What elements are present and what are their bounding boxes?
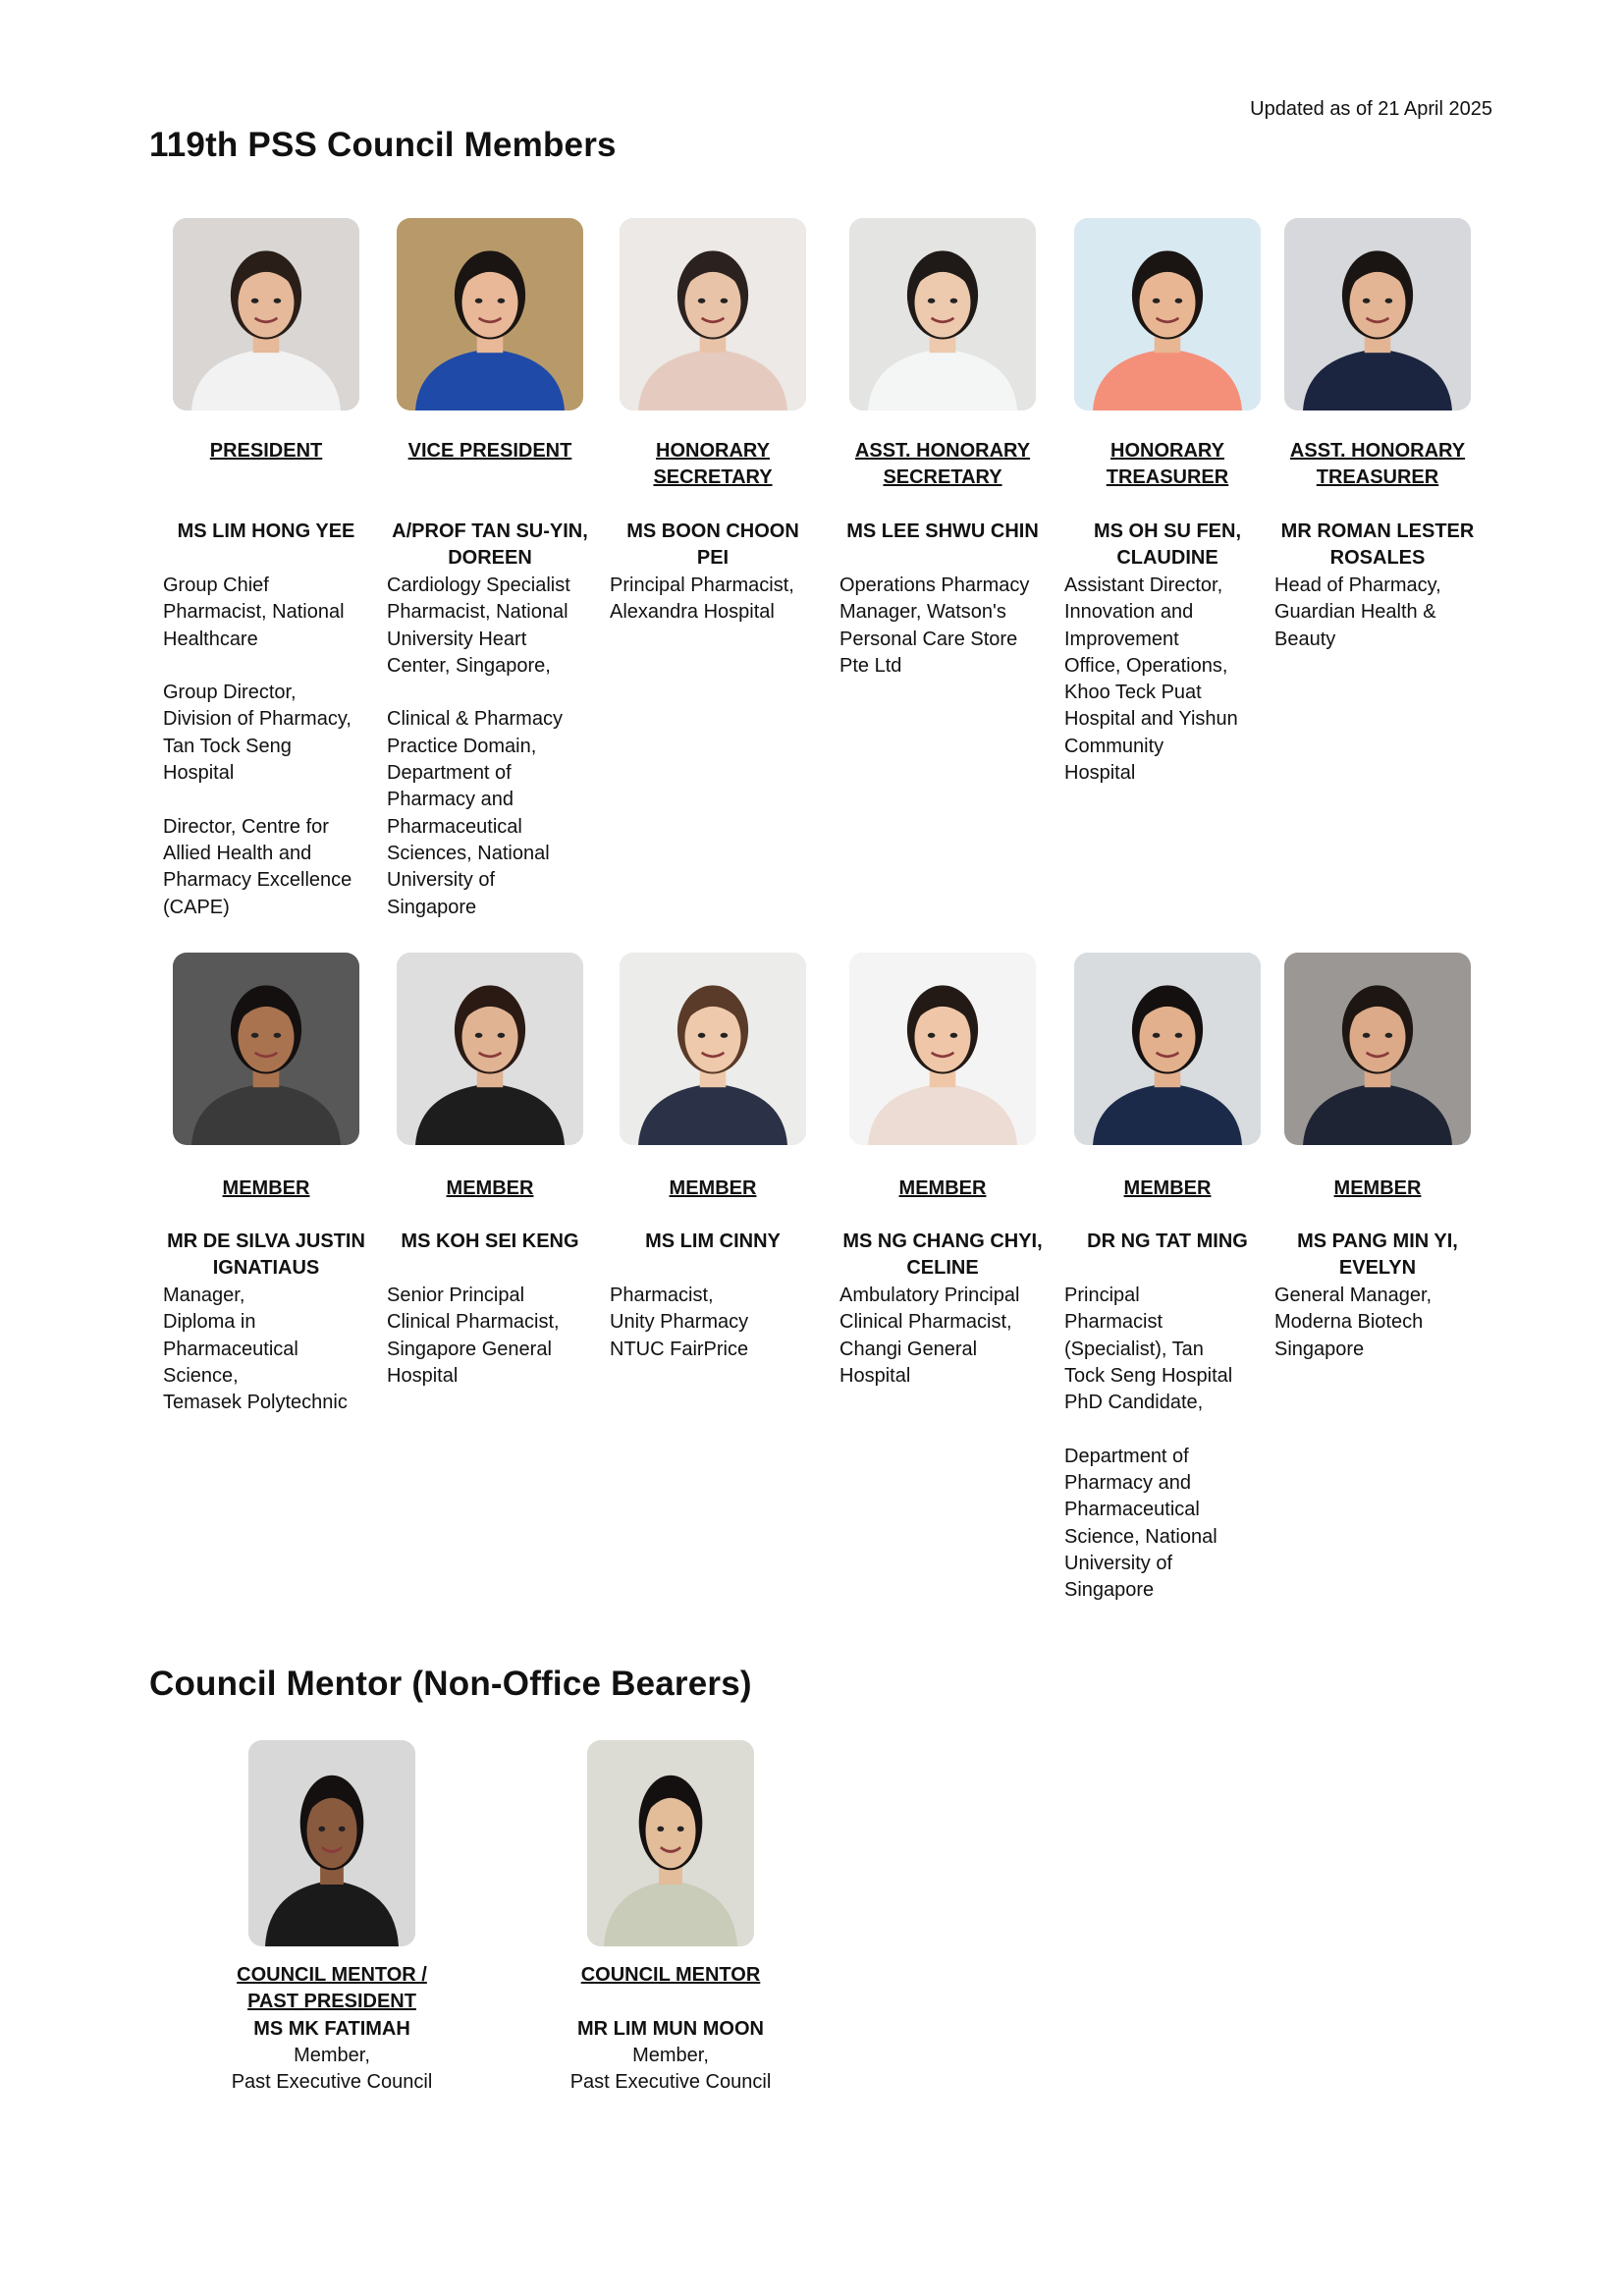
member-name: MS LIM CINNY bbox=[645, 1230, 781, 1252]
portrait-photo bbox=[248, 1740, 415, 1946]
member-name: DR NG TAT MING bbox=[1087, 1230, 1248, 1252]
portrait-photo bbox=[1074, 218, 1261, 410]
member-description: Group Chief Pharmacist, National Healthcare Group Director, Division of Pharmacy, Tan Tock Seng Hospital Director, Centre for Allied Health and Pharmacy Excellence (CAPE) bbox=[163, 574, 352, 918]
member-description: Member, Past Executive Council bbox=[569, 2045, 772, 2094]
member-description: Assistant Director, Innovation and Improvement Office, Operations, Khoo Teck Puat Hospital and Yishun Community Hospital bbox=[1064, 574, 1238, 785]
member-name: MS KOH SEI KENG bbox=[401, 1230, 579, 1252]
portrait-photo bbox=[397, 218, 583, 410]
role-title: MEMBER bbox=[669, 1177, 757, 1199]
role-title: ASST. HONORARY TREASURER bbox=[1289, 440, 1466, 488]
member-name: MR LIM MUN MOON bbox=[577, 2018, 764, 2040]
portrait-photo bbox=[1284, 953, 1471, 1145]
member-description: Head of Pharmacy, Guardian Health & Beauty bbox=[1274, 574, 1441, 650]
role-title: MEMBER bbox=[446, 1177, 534, 1199]
member-description: Principal Pharmacist, Alexandra Hospital bbox=[610, 574, 794, 624]
member-description: Principal Pharmacist (Specialist), Tan Tock Seng Hospital PhD Candidate, Department of Pharmacy and Pharmaceutical Science, National University of Singapore bbox=[1064, 1285, 1233, 1602]
role-title: MEMBER bbox=[1123, 1177, 1212, 1199]
role-title: PRESIDENT bbox=[209, 440, 323, 462]
member-name: MS BOON CHOON PEI bbox=[626, 520, 799, 569]
member-name: MS MK FATIMAH bbox=[253, 2018, 410, 2040]
portrait-photo bbox=[587, 1740, 754, 1946]
member-description: Cardiology Specialist Pharmacist, National University Heart Center, Singapore, Clinical & Pharmacy Practice Domain, Department of Pharmacy and Pharmaceutical Sciences, National University of Singapore bbox=[387, 574, 570, 918]
mentor-heading: Council Mentor (Non-Office Bearers) bbox=[149, 1665, 752, 1703]
role-title: HONORARY TREASURER bbox=[1106, 440, 1229, 488]
role-title: MEMBER bbox=[222, 1177, 310, 1199]
portrait-photo bbox=[1284, 218, 1471, 410]
portrait-photo bbox=[849, 953, 1036, 1145]
member-name: MS LIM HONG YEE bbox=[177, 520, 355, 542]
updated-date: Updated as of 21 April 2025 bbox=[1250, 98, 1492, 120]
role-title: MEMBER bbox=[898, 1177, 987, 1199]
role-title: MEMBER bbox=[1333, 1177, 1422, 1199]
member-name: MS NG CHANG CHYI, CELINE bbox=[842, 1230, 1043, 1279]
portrait-photo bbox=[1074, 953, 1261, 1145]
member-description: Senior Principal Clinical Pharmacist, Singapore General Hospital bbox=[387, 1285, 560, 1387]
member-description: Member, Past Executive Council bbox=[231, 2045, 433, 2094]
portrait-photo bbox=[173, 218, 359, 410]
member-name: MR ROMAN LESTER ROSALES bbox=[1280, 520, 1475, 569]
role-title: COUNCIL MENTOR / PAST PRESIDENT bbox=[237, 1964, 427, 2012]
member-name: MS OH SU FEN, CLAUDINE bbox=[1093, 520, 1241, 569]
role-title: COUNCIL MENTOR bbox=[580, 1964, 761, 1986]
member-description: General Manager, Moderna Biotech Singapore bbox=[1274, 1285, 1433, 1360]
member-name: A/PROF TAN SU-YIN, DOREEN bbox=[392, 520, 588, 569]
council-heading: 119th PSS Council Members bbox=[149, 126, 617, 164]
member-description: Manager, Diploma in Pharmaceutical Science, Temasek Polytechnic bbox=[163, 1285, 348, 1414]
member-name: MS PANG MIN YI, EVELYN bbox=[1297, 1230, 1458, 1279]
portrait-photo bbox=[620, 953, 806, 1145]
member-description: Operations Pharmacy Manager, Watson's Personal Care Store Pte Ltd bbox=[839, 574, 1030, 677]
member-name: MS LEE SHWU CHIN bbox=[846, 520, 1039, 542]
role-title: HONORARY SECRETARY bbox=[653, 440, 773, 488]
portrait-photo bbox=[849, 218, 1036, 410]
portrait-photo bbox=[173, 953, 359, 1145]
member-description: Ambulatory Principal Clinical Pharmacist, Changi General Hospital bbox=[839, 1285, 1020, 1387]
member-name: MR DE SILVA JUSTIN IGNATIAUS bbox=[167, 1230, 365, 1279]
portrait-photo bbox=[397, 953, 583, 1145]
portrait-photo bbox=[620, 218, 806, 410]
role-title: VICE PRESIDENT bbox=[407, 440, 572, 462]
role-title: ASST. HONORARY SECRETARY bbox=[854, 440, 1031, 488]
member-description: Pharmacist, Unity Pharmacy NTUC FairPrice bbox=[610, 1285, 749, 1360]
